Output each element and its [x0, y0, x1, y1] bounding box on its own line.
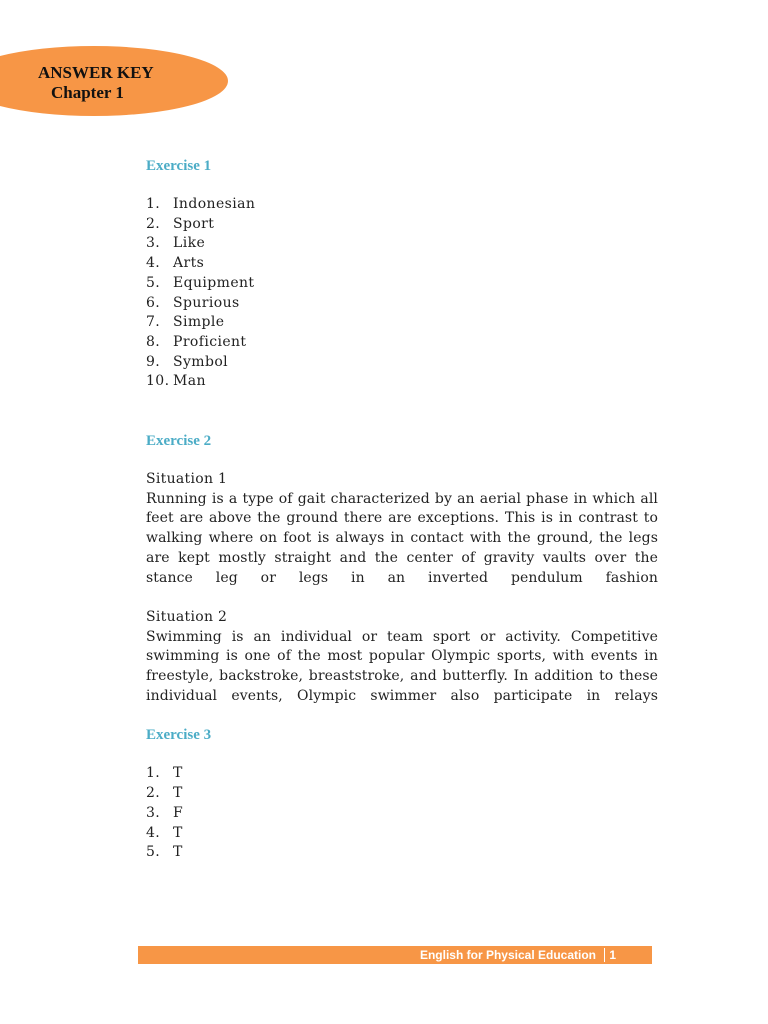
- list-item: [146, 195, 658, 215]
- list-item-answer: Indonesian: [173, 196, 256, 212]
- list-item-number: 3.: [146, 235, 161, 252]
- situation-1-text: Running is a type of gait characterized by an aerial phase in which all feet are above the ground there are exceptions. This is in contrast to walking where on foot is always in contact with the ground, the legs are kept mostly straight and the center of gravity vaults over the stance leg or legs in an inverted pendulum fashion: [146, 490, 658, 586]
- list-item: [146, 333, 658, 353]
- list-item-answer: Simple: [173, 314, 225, 331]
- list-item-answer: T: [173, 765, 183, 782]
- section-spacer: [146, 706, 658, 725]
- list-item-answer: F: [173, 804, 184, 821]
- answer-key-content: [146, 156, 658, 863]
- situation-2-label: Situation 2: [146, 608, 228, 625]
- list-item-number: 9.: [146, 353, 161, 370]
- exercise-3-answers: [146, 764, 658, 863]
- list-item: [146, 294, 658, 314]
- list-item-answer: Equipment: [173, 274, 255, 291]
- list-item: [146, 764, 658, 784]
- situation-2-text: Swimming is an individual or team sport or activity. Competitive swimming is one of the most popular Olympic sports, with events in freestyle, backstroke, breaststroke, and butterfly. In addition to these individual events, Olympic swimmer also participate in relays: [146, 628, 658, 704]
- list-item: [146, 313, 658, 333]
- list-item: [146, 804, 658, 824]
- list-item-number: 1.: [146, 196, 161, 212]
- list-item: [146, 274, 658, 294]
- list-item-answer: Sport: [173, 215, 215, 232]
- chapter-heading: Chapter 1: [51, 83, 124, 102]
- list-item: [146, 843, 658, 863]
- list-item-answer: Symbol: [173, 353, 229, 370]
- list-item-number: 10.: [146, 373, 170, 390]
- list-item-answer: Proficient: [173, 333, 247, 350]
- list-item-number: 5.: [146, 844, 161, 861]
- list-item: [146, 234, 658, 254]
- list-item-number: 4.: [146, 255, 161, 272]
- list-item-answer: Man: [173, 373, 206, 390]
- list-item-answer: T: [173, 824, 183, 841]
- list-item-answer: T: [173, 785, 183, 802]
- list-item-number: 4.: [146, 824, 161, 841]
- list-item-number: 2.: [146, 785, 161, 802]
- list-item-number: 7.: [146, 314, 161, 331]
- list-item-number: 3.: [146, 804, 161, 821]
- section-spacer: [146, 392, 658, 431]
- list-item-answer: T: [173, 844, 183, 861]
- list-item-number: 2.: [146, 215, 161, 232]
- footer-book-title: English for Physical Education: [419, 948, 596, 962]
- list-item: [146, 215, 658, 235]
- exercise-3-title: Exercise 3: [146, 727, 212, 744]
- list-item-number: 8.: [146, 333, 161, 350]
- list-item: [146, 824, 658, 844]
- page-number: 1: [609, 948, 616, 962]
- page-footer: [138, 946, 652, 964]
- exercise-1-title: Exercise 1: [146, 158, 212, 174]
- list-item-answer: Arts: [173, 255, 205, 272]
- list-item: [146, 784, 658, 804]
- list-item-answer: Spurious: [173, 294, 240, 311]
- chapter-header-title: [38, 63, 154, 103]
- list-item-answer: Like: [173, 235, 206, 252]
- list-item-number: 5.: [146, 274, 161, 291]
- footer-divider: [604, 948, 605, 962]
- list-item-number: 1.: [146, 765, 161, 782]
- exercise-1-answers: [146, 195, 658, 392]
- list-item: [146, 372, 658, 392]
- list-item: [146, 254, 658, 274]
- situation-1-label: Situation 1: [146, 471, 228, 488]
- list-item-number: 6.: [146, 294, 161, 311]
- answer-key-heading: ANSWER KEY: [38, 63, 154, 82]
- list-item: [146, 353, 658, 373]
- exercise-2-title: Exercise 2: [146, 433, 212, 450]
